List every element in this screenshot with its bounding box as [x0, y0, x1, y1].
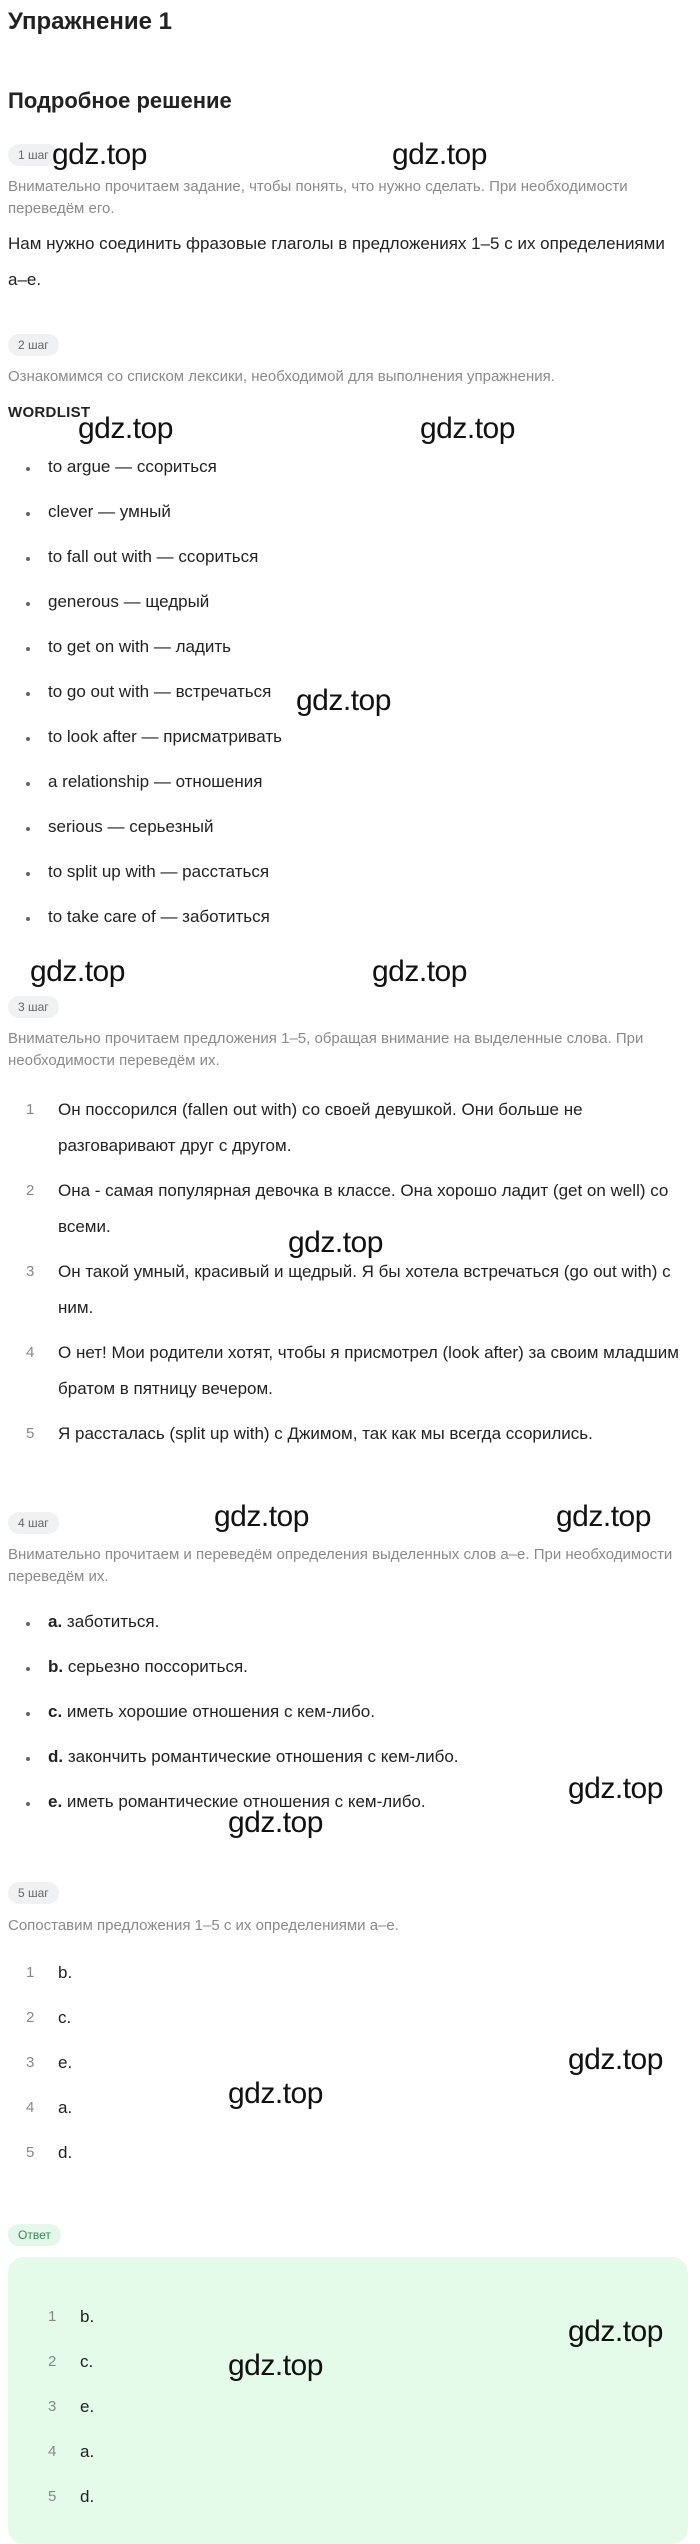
match-item — [26, 2135, 326, 2171]
match-number: 2 — [26, 2009, 35, 2026]
answer-text: d. — [80, 2487, 95, 2506]
step-5-badge: 5 шаг — [8, 1882, 59, 1904]
definition-letter: d. — [48, 1747, 64, 1766]
list-item-number: 2 — [26, 1182, 35, 1199]
watermark: gdz.top — [228, 2077, 323, 2110]
answer-number: 3 — [48, 2398, 57, 2415]
wordlist-item: to argue — ссориться — [26, 457, 217, 477]
watermark: gdz.top — [568, 1772, 663, 1805]
list-item — [26, 1254, 686, 1326]
match-number: 1 — [26, 1964, 35, 1981]
list-item-number: 4 — [26, 1344, 35, 1361]
definition-text: серьезно поссориться. — [67, 1657, 248, 1676]
watermark: gdz.top — [568, 2315, 663, 2348]
watermark: gdz.top — [78, 412, 173, 445]
answer-badge: Ответ — [8, 2224, 61, 2246]
wordlist-title: WORDLIST — [8, 404, 91, 421]
watermark: gdz.top — [288, 1226, 383, 1259]
answer-number: 5 — [48, 2488, 57, 2505]
definition-item — [26, 1657, 248, 1677]
list-item-text: Я рассталась (split up with) с Джимом, так как мы всегда ссорились. — [58, 1424, 593, 1443]
definition-letter: e. — [48, 1792, 63, 1811]
definition-item — [26, 1612, 159, 1632]
definition-text: закончить романтические отношения с кем-либо. — [67, 1747, 459, 1766]
answer-number: 4 — [48, 2443, 57, 2460]
watermark: gdz.top — [296, 684, 391, 717]
step-1-text: Нам нужно соединить фразовые глаголы в предложениях 1–5 с их определениями a–e. — [8, 234, 665, 289]
watermark: gdz.top — [568, 2043, 663, 2076]
answer-text: a. — [80, 2442, 95, 2461]
answer-number: 2 — [48, 2353, 57, 2370]
definition-letter: c. — [48, 1702, 63, 1721]
watermark: gdz.top — [214, 1500, 309, 1533]
step-3-note: Внимательно прочитаем предложения 1–5, обращая внимание на выделенные слова. При необходимости переведём их. — [8, 1030, 644, 1069]
wordlist-item: to get on with — ладить — [26, 637, 231, 657]
wordlist-item: generous — щедрый — [26, 592, 209, 612]
answer-item — [48, 2299, 348, 2335]
definition-item — [26, 1792, 426, 1812]
wordlist-item: to take care of — заботиться — [26, 907, 270, 927]
match-item — [26, 1955, 326, 1991]
list-item — [26, 1335, 686, 1407]
step-4-badge: 4 шаг — [8, 1512, 59, 1534]
answer-text: e. — [80, 2397, 95, 2416]
answer-text: c. — [80, 2352, 94, 2371]
match-item — [26, 2000, 326, 2036]
wordlist-item: to fall out with — ссориться — [26, 547, 258, 567]
wordlist-item: clever — умный — [26, 502, 171, 522]
wordlist-item: to look after — присматривать — [26, 727, 282, 747]
match-item — [26, 2045, 326, 2081]
match-text: a. — [58, 2098, 73, 2117]
list-item-number: 3 — [26, 1263, 35, 1280]
definition-item — [26, 1747, 459, 1767]
step-1-note: Внимательно прочитаем задание, чтобы понять, что нужно сделать. При необходимости переведём его. — [8, 178, 628, 217]
wordlist-item: to split up with — расстаться — [26, 862, 269, 882]
answer-text: b. — [80, 2307, 95, 2326]
watermark: gdz.top — [228, 2349, 323, 2382]
list-item — [26, 1416, 686, 1452]
step-4-note: Внимательно прочитаем и переведём определения выделенных слов a–e. При необходимости переведём их. — [8, 1546, 673, 1585]
step-2-note: Ознакомимся со списком лексики, необходимой для выполнения упражнения. — [8, 368, 555, 385]
answer-item — [48, 2389, 348, 2425]
wordlist-item: a relationship — отношения — [26, 772, 262, 792]
definition-item — [26, 1702, 375, 1722]
wordlist-item: to go out with — встречаться — [26, 682, 271, 702]
match-text: c. — [58, 2008, 72, 2027]
list-item-number: 5 — [26, 1425, 35, 1442]
watermark: gdz.top — [228, 1806, 323, 1839]
definition-text: заботиться. — [66, 1612, 160, 1631]
step-2-badge: 2 шаг — [8, 334, 59, 356]
watermark: gdz.top — [420, 412, 515, 445]
watermark: gdz.top — [372, 955, 467, 988]
match-text: d. — [58, 2143, 73, 2162]
list-item-number: 1 — [26, 1101, 35, 1118]
list-item-text: Он поссорился (fallen out with) со своей девушкой. Они больше не разговаривают друг с другом. — [58, 1100, 583, 1155]
section-subtitle: Подробное решение — [8, 88, 232, 113]
answer-number: 1 — [48, 2308, 57, 2325]
watermark: gdz.top — [556, 1500, 651, 1533]
wordlist-item: serious — серьезный — [26, 817, 214, 837]
answer-item — [48, 2479, 348, 2515]
page-title: Упражнение 1 — [8, 8, 172, 35]
watermark: gdz.top — [392, 138, 487, 171]
step-5-note: Сопоставим предложения 1–5 с их определениями a–e. — [8, 1917, 399, 1934]
match-number: 5 — [26, 2144, 35, 2161]
match-text: e. — [58, 2053, 73, 2072]
answer-item — [48, 2434, 348, 2470]
definition-letter: a. — [48, 1612, 63, 1631]
match-number: 4 — [26, 2099, 35, 2116]
step-3-badge: 3 шаг — [8, 996, 59, 1018]
list-item-text: О нет! Мои родители хотят, чтобы я присмотрел (look after) за своим младшим братом в пятницу вечером. — [58, 1343, 679, 1398]
match-number: 3 — [26, 2054, 35, 2071]
definition-letter: b. — [48, 1657, 64, 1676]
definition-text: иметь романтические отношения с кем-либо. — [66, 1792, 426, 1811]
list-item-text: Она - самая популярная девочка в классе. Она хорошо ладит (get on well) со всеми. — [58, 1181, 669, 1236]
step-1-badge: 1 шаг — [8, 144, 59, 166]
definition-text: иметь хорошие отношения с кем-либо. — [66, 1702, 375, 1721]
list-item-text: Он такой умный, красивый и щедрый. Я бы хотела встречаться (go out with) с ним. — [58, 1262, 671, 1317]
match-text: b. — [58, 1963, 73, 1982]
watermark: gdz.top — [30, 955, 125, 988]
watermark: gdz.top — [52, 138, 147, 171]
list-item — [26, 1092, 686, 1164]
